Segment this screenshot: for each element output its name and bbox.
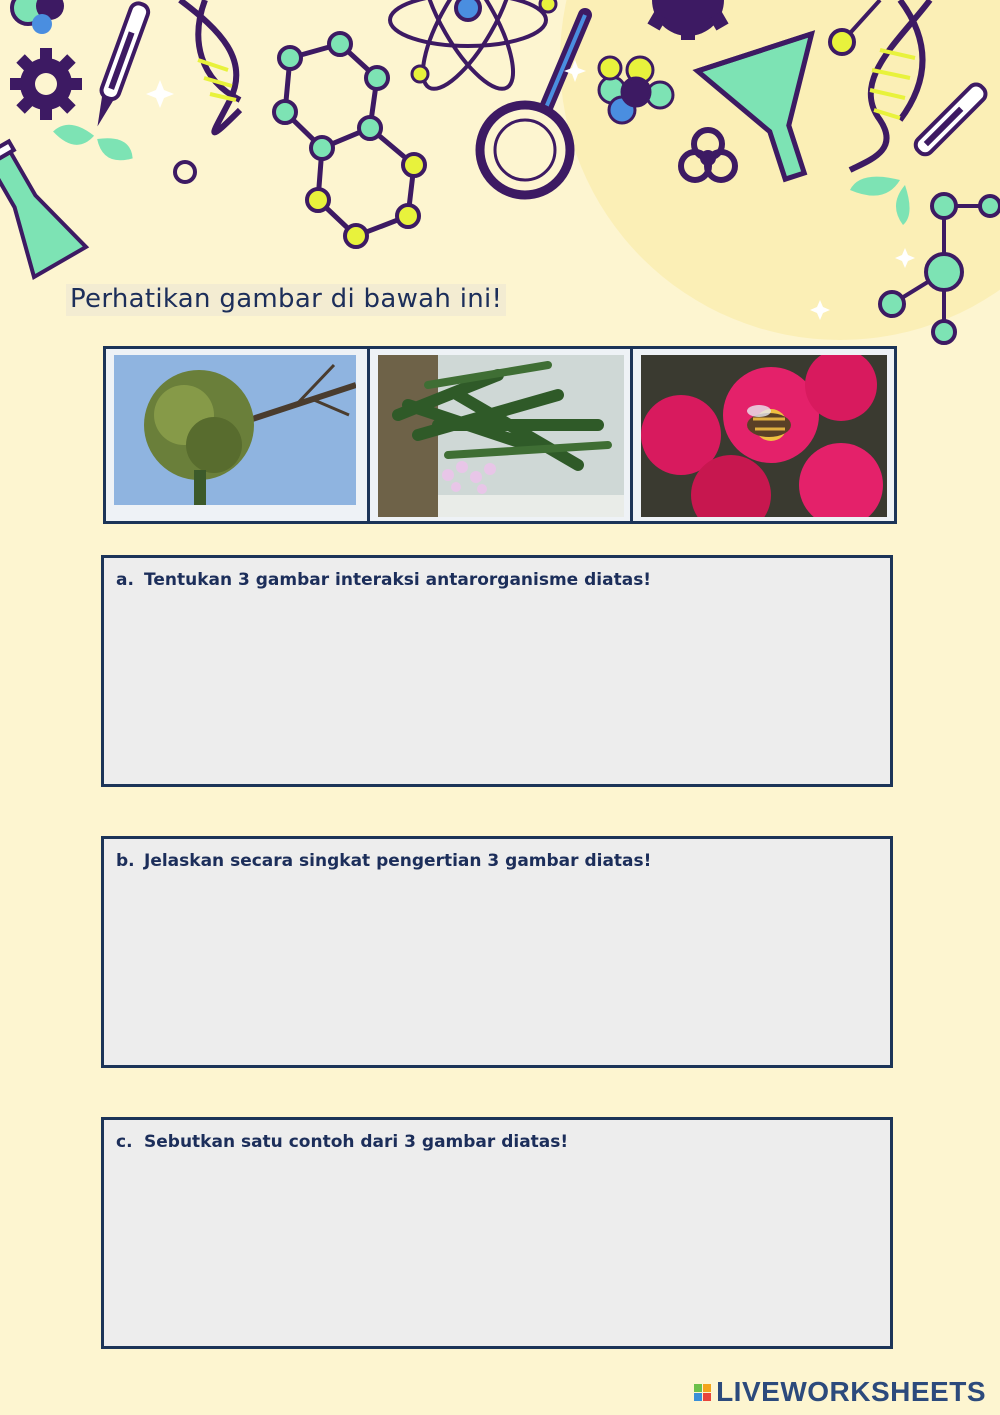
connector-icon <box>830 0 880 54</box>
answer-field-b[interactable] <box>114 881 880 1055</box>
orchid-on-tree-photo <box>370 349 634 521</box>
brand-logo-icon <box>694 1384 711 1401</box>
molecule-cluster-icon <box>599 57 673 123</box>
pipette-icon <box>912 81 988 157</box>
photo-strip <box>103 346 897 524</box>
question-box-a <box>101 555 893 787</box>
question-letter: a. <box>116 570 134 590</box>
gear-icon <box>647 0 728 40</box>
question-text: Jelaskan secara singkat pengertian 3 gambar diatas! <box>144 851 652 871</box>
funnel-flask-icon <box>697 34 851 195</box>
liveworksheets-logo <box>694 1376 986 1408</box>
molecule-icon <box>12 0 64 34</box>
answer-field-c[interactable] <box>114 1162 880 1336</box>
flask-icon <box>0 134 86 277</box>
question-text: Sebutkan satu contoh dari 3 gambar diatas! <box>144 1132 569 1152</box>
magnifier-icon <box>480 15 585 195</box>
biohazard-icon <box>681 130 735 180</box>
question-label <box>116 1132 568 1152</box>
question-letter: b. <box>116 851 135 871</box>
mistletoe-tree-photo <box>106 349 370 521</box>
gear-icon <box>10 48 82 120</box>
hexagon-molecule-icon <box>285 44 414 236</box>
question-text: Tentukan 3 gambar interaksi antarorganisme diatas! <box>144 570 652 590</box>
question-box-b <box>101 836 893 1068</box>
question-letter: c. <box>116 1132 133 1152</box>
question-label <box>116 851 651 871</box>
question-box-c <box>101 1117 893 1349</box>
dna-icon <box>180 0 240 132</box>
bee-on-rose-photo <box>633 349 894 521</box>
answer-field-a[interactable] <box>114 600 880 774</box>
brand-name: LIVEWORKSHEETS <box>716 1376 986 1407</box>
bubble-icon <box>175 162 195 182</box>
page-title: Perhatikan gambar di bawah ini! <box>66 284 506 316</box>
molecule-icon <box>880 194 1000 343</box>
question-label <box>116 570 651 590</box>
